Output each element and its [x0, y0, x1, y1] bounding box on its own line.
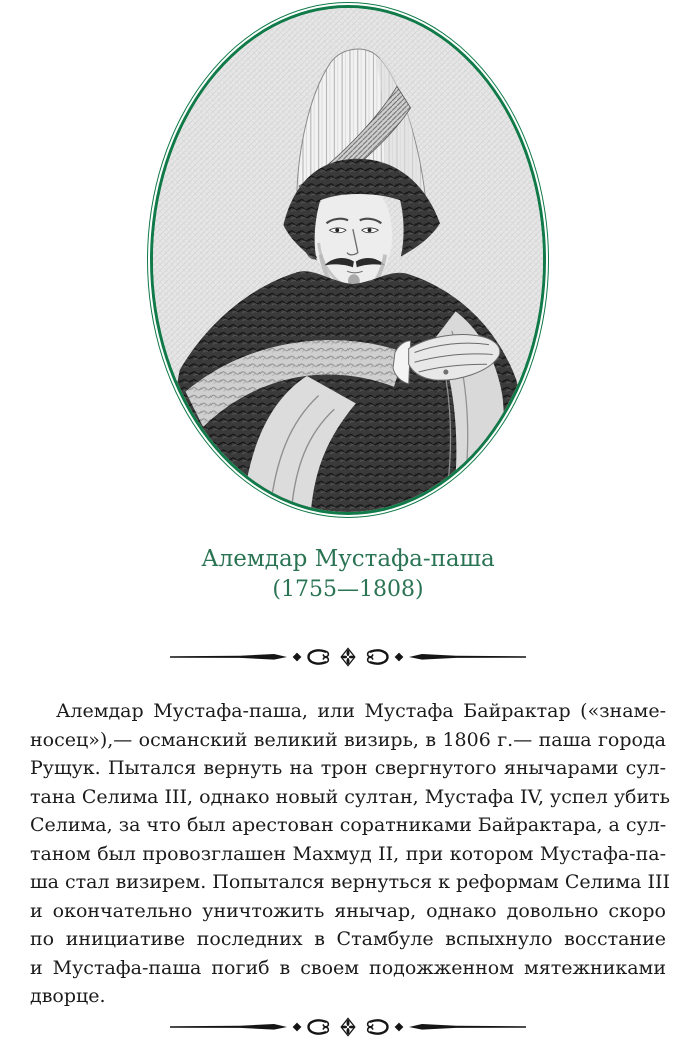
text-line: и окончательно уничтожить янычар, однако довольно скоро: [30, 899, 666, 922]
portrait-engraving: [153, 8, 543, 512]
article-paragraph: [0, 697, 696, 1011]
ornament-rule-icon: [170, 1017, 526, 1037]
text-line: Рущук. Пытался вернуть на трон свергнутого янычарами сул-: [30, 757, 666, 779]
book-page: [0, 2, 696, 1040]
scroll-ornament-divider-top: [0, 647, 696, 671]
text-line: таном был провозглашен Махмуд II, при котором Мустафа-па-: [30, 842, 666, 865]
text-line: дворце.: [30, 985, 106, 1007]
scroll-ornament-divider-bottom: [0, 1017, 696, 1041]
text-line: Селима, за что был арестован соратниками Байрактара, а сул-: [30, 814, 667, 836]
text-line: по инициативе последних в Стамбуле вспыхнуло восстание: [30, 928, 666, 950]
portrait-frame-inner: [150, 5, 546, 515]
text-line: тана Селима III, однако новый султан, Мустафа IV, успел убить: [30, 785, 671, 808]
portrait-frame-outer: [147, 2, 549, 518]
text-line: носец»),— османский великий визирь, в 1806 г.— паша города: [30, 728, 666, 751]
caption-name: Алемдар Мустафа-паша: [201, 546, 495, 572]
ornament-rule-icon: [170, 647, 526, 667]
portrait-caption: [0, 544, 696, 605]
text-line: ша стал визирем. Попытался вернуться к реформам Селима III: [30, 871, 671, 893]
caption-years: (1755—1808): [272, 577, 424, 602]
text-line: и Мустафа-паша погиб в своем подожженном мятежниками: [30, 956, 666, 979]
text-line: Алемдар Мустафа-паша, или Мустафа Байрактар («знаме-: [56, 700, 666, 722]
